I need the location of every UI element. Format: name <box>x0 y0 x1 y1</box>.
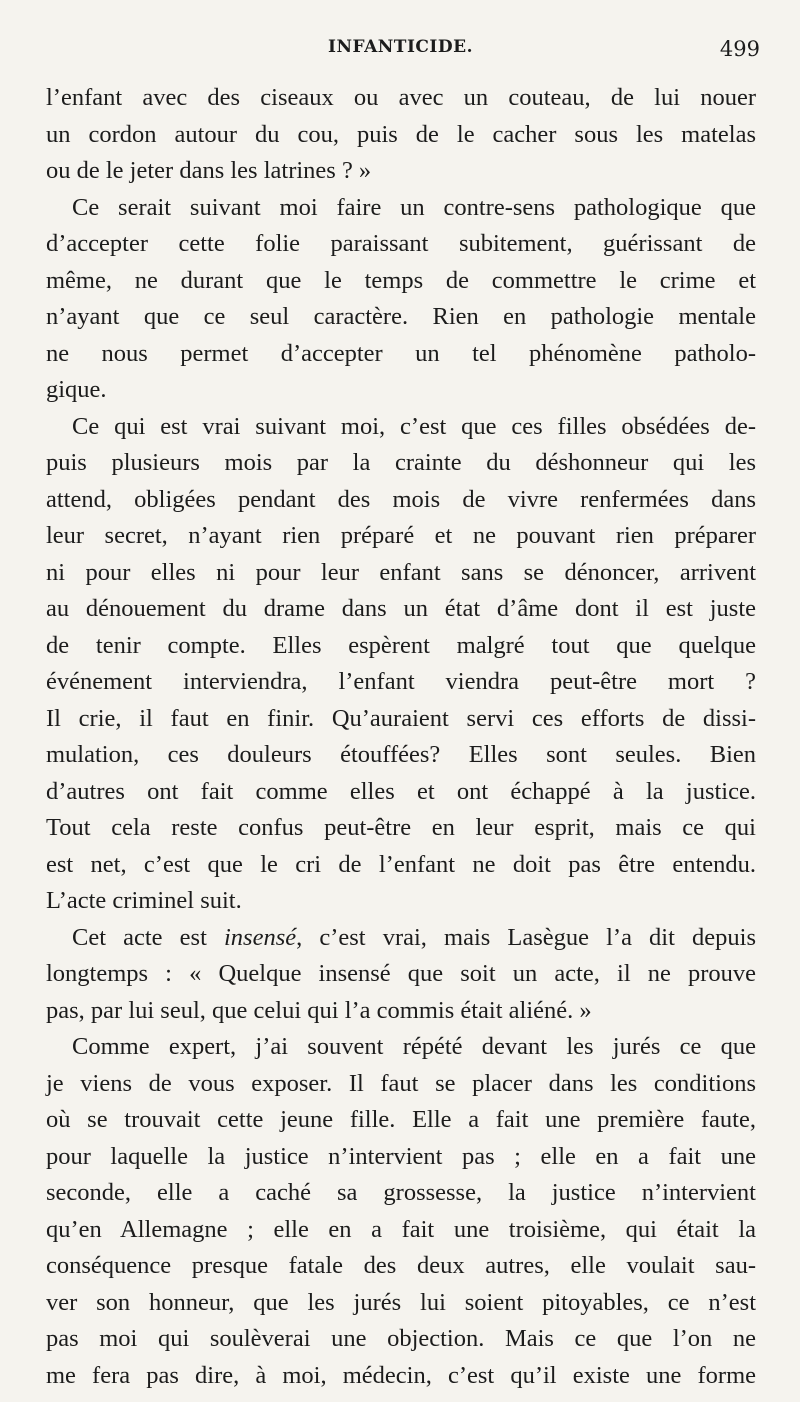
text-line: L’acte criminel suit. <box>46 887 242 914</box>
text-line: au dénouement du drame dans un état d’âme dont il est juste <box>46 595 756 622</box>
text-line: pas, par lui seul, que celui qui l’a commis était aliéné. » <box>46 996 592 1024</box>
paragraph <box>46 920 756 1030</box>
text-line: d’accepter cette folie paraissant subitement, guérissant de <box>46 230 756 257</box>
text-line <box>46 920 756 957</box>
text-line: pas moi qui soulèverai une objection. Mais ce que l’on ne <box>46 1325 756 1352</box>
text-line: attend, obligées pendant des mois de vivre renfermées dans <box>46 485 756 513</box>
chapter-title: INFANTICIDE. <box>328 37 473 57</box>
paragraph <box>46 80 756 190</box>
text-line: ver son honneur, que les jurés lui soient pitoyables, ce n’est <box>46 1288 756 1316</box>
text-line: mulation, ces douleurs étouffées? Elles sont seules. Bien <box>46 741 756 768</box>
text-line: puis plusieurs mois par la crainte du déshonneur qui les <box>46 449 756 476</box>
text-line: pour laquelle la justice n’intervient pas ; elle en a fait une <box>46 1142 756 1170</box>
text-line: je viens de vous exposer. Il faut se placer dans les conditions <box>46 1069 756 1097</box>
text-line: qu’en Allemagne ; elle en a fait une troisième, qui était la <box>46 1215 756 1243</box>
text-line: n’ayant que ce seul caractère. Rien en pathologie mentale <box>46 303 756 330</box>
text-line: l’enfant avec des ciseaux ou avec un couteau, de lui nouer <box>46 84 756 111</box>
text-line: événement interviendra, l’enfant viendra peut-être mort ? <box>46 668 756 695</box>
text-line: leur secret, n’ayant rien préparé et ne pouvant rien préparer <box>46 522 756 549</box>
text-line: gique. <box>46 376 107 403</box>
text-line: longtemps : « Quelque insensé que soit un acte, il ne prouve <box>46 960 756 987</box>
text-line: Ce qui est vrai suivant moi, c’est que ces filles obsédées de- <box>72 412 756 440</box>
text-line: ne nous permet d’accepter un tel phénomène patholo- <box>46 339 756 367</box>
text-line: ou de le jeter dans les latrines ? » <box>46 157 372 184</box>
text-line: même, ne durant que le temps de commettre le crime et <box>46 266 756 294</box>
text-line: Ce serait suivant moi faire un contre-sens pathologique que <box>72 193 756 221</box>
page-number: 499 <box>719 37 760 61</box>
text-segment: Cet acte est <box>72 923 224 951</box>
emphasized-word: insensé <box>223 923 297 951</box>
text-line: me fera pas dire, à moi, médecin, c’est qu’il existe une forme <box>46 1361 756 1389</box>
text-segment: , c’est vrai, mais Lasègue l’a dit depuis <box>296 923 756 951</box>
text-line: seconde, elle a caché sa grossesse, la justice n’intervient <box>46 1179 756 1206</box>
paragraph <box>46 190 756 409</box>
paragraph <box>46 1029 756 1394</box>
running-header <box>0 34 800 64</box>
text-line: Comme expert, j’ai souvent répété devant les jurés ce que <box>72 1033 756 1060</box>
paragraph <box>46 409 756 920</box>
text-line: où se trouvait cette jeune fille. Elle a fait une première faute, <box>46 1106 756 1133</box>
text-line: de tenir compte. Elles espèrent malgré tout que quelque <box>46 631 756 659</box>
text-line: Tout cela reste confus peut-être en leur esprit, mais ce qui <box>46 814 756 841</box>
text-line: Il crie, il faut en finir. Qu’auraient servi ces efforts de dissi- <box>46 704 756 732</box>
text-line: conséquence presque fatale des deux autres, elle voulait sau- <box>46 1252 756 1279</box>
text-line: est net, c’est que le cri de l’enfant ne doit pas être entendu. <box>46 850 756 878</box>
text-line: d’autres ont fait comme elles et ont échappé à la justice. <box>46 777 756 805</box>
text-line: un cordon autour du cou, puis de le cacher sous les matelas <box>46 120 756 148</box>
body-text <box>46 80 756 1394</box>
text-line: ni pour elles ni pour leur enfant sans se dénoncer, arrivent <box>46 558 756 586</box>
